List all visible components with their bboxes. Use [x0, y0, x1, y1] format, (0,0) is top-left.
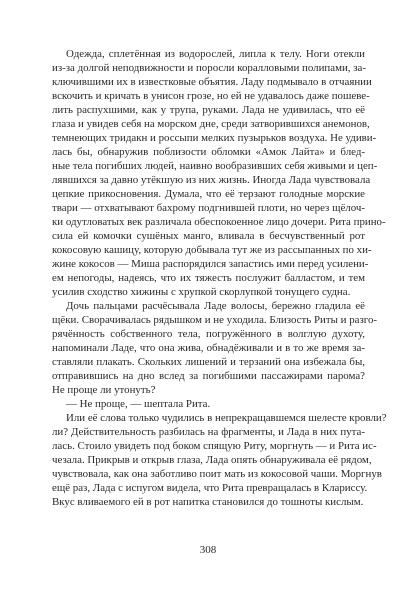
text-line: — Не проще, — шептала Рита.: [66, 398, 211, 410]
text-line: ставляли плакать. Скольких лишений и терзаний она избежала бы,: [52, 356, 365, 368]
text-line: чувствовала, как она заботливо поит мать из кокосовой чаши. Моргнув: [52, 468, 382, 480]
text-line: кокосовую кашицу, которую добывала тут же из рассыпанных по хи-: [52, 244, 372, 256]
text-line: ли? Действительность разбилась на фрагменты, и Лада в них пута-: [52, 426, 365, 438]
text-line: Вкус вливаемого ей в рот напитка становился до тошноты кислым.: [52, 496, 364, 508]
text-line: Дочь пальцами расчёсывала Ладе волосы, бережно гладила её: [66, 300, 365, 312]
text-line: Не проще ли утонуть?: [52, 384, 156, 396]
text-line: Или её слова только чудились в непрекращавшемся шелесте кровли?: [66, 412, 387, 424]
text-line: ем непогоды, надеясь, что их тяжесть послужит балластом, и тем: [52, 272, 365, 284]
text-line: из-за долгой неподвижности и поросли коралловыми полипами, за-: [52, 62, 366, 74]
text-line: усилив сходство хижины с хрупкой скорлупкой тонущего судна.: [52, 286, 351, 298]
text-line: вскочить и кричать в унисон грозе, но ей не удавалось даже пошеве-: [52, 90, 370, 102]
text-line: твари — отхватывают бахрому подгнившей плоти, но через щёлоч-: [52, 202, 366, 214]
text-line: напоминали Ладе, что она жива, обнадёживали и в то же время за-: [52, 342, 365, 354]
text-line: чезала. Прикрыв и открыв глаза, Лада опять обнаруживала её рядом,: [52, 454, 372, 466]
text-line: жине кокосов — Миша распорядился запастись ими перед усилени-: [52, 258, 369, 270]
text-line: темнеющих тридакн и россыпи мелких пузырьков воздуха. Не удиви-: [52, 132, 377, 144]
text-line: щёки. Сворачивалась рядышком и не уходила. Близость Риты и разго-: [52, 314, 378, 326]
text-line: глаза и увидев себя на морском дне, среди затворившихся анемонов,: [52, 118, 370, 130]
text-line: ные тела погибших людей, наивно вообразивших себя живыми и цеп-: [52, 160, 378, 172]
text-line: лась бы, обнаружив поблизости обломки «Амок Лайта» и блед-: [52, 146, 365, 158]
body-text: [52, 47, 387, 509]
text-line: сила ей комочки сушёных манго, вливала в бесчувственный рот: [52, 230, 365, 242]
text-line: лявшихся за давно утёкшую из них жизнь. Иногда Лада чувствовала: [52, 174, 371, 186]
text-line: ещё раз, Лада с испугом видела, что Рита превращалась в Клариссу.: [52, 482, 368, 494]
text-line: лить распухшими, как у трупа, руками. Лада не удивилась, что её: [52, 104, 365, 116]
text-line: цепкие прикосновения. Думала, что её терзают голодные морские: [52, 188, 365, 200]
page-number: 308: [199, 544, 217, 556]
text-line: Одежда, сплетённая из водорослей, липла к телу. Ноги отекли: [66, 48, 365, 60]
text-line: ключившими их в известковые объятия. Ладу подмывало в отчаянии: [52, 76, 372, 88]
text-line: ки одутловатых век различала обеспокоенное лицо дочери. Рита прино-: [52, 216, 386, 228]
text-line: рячённость собственного тела, погружённого в волглую духоту,: [52, 328, 365, 340]
text-line: лась. Стоило увидеть под боком спящую Риту, моргнуть — и Рита ис-: [52, 440, 377, 452]
text-line: отправившись на дно вслед за погибшими пассажирами парома?: [52, 370, 365, 382]
